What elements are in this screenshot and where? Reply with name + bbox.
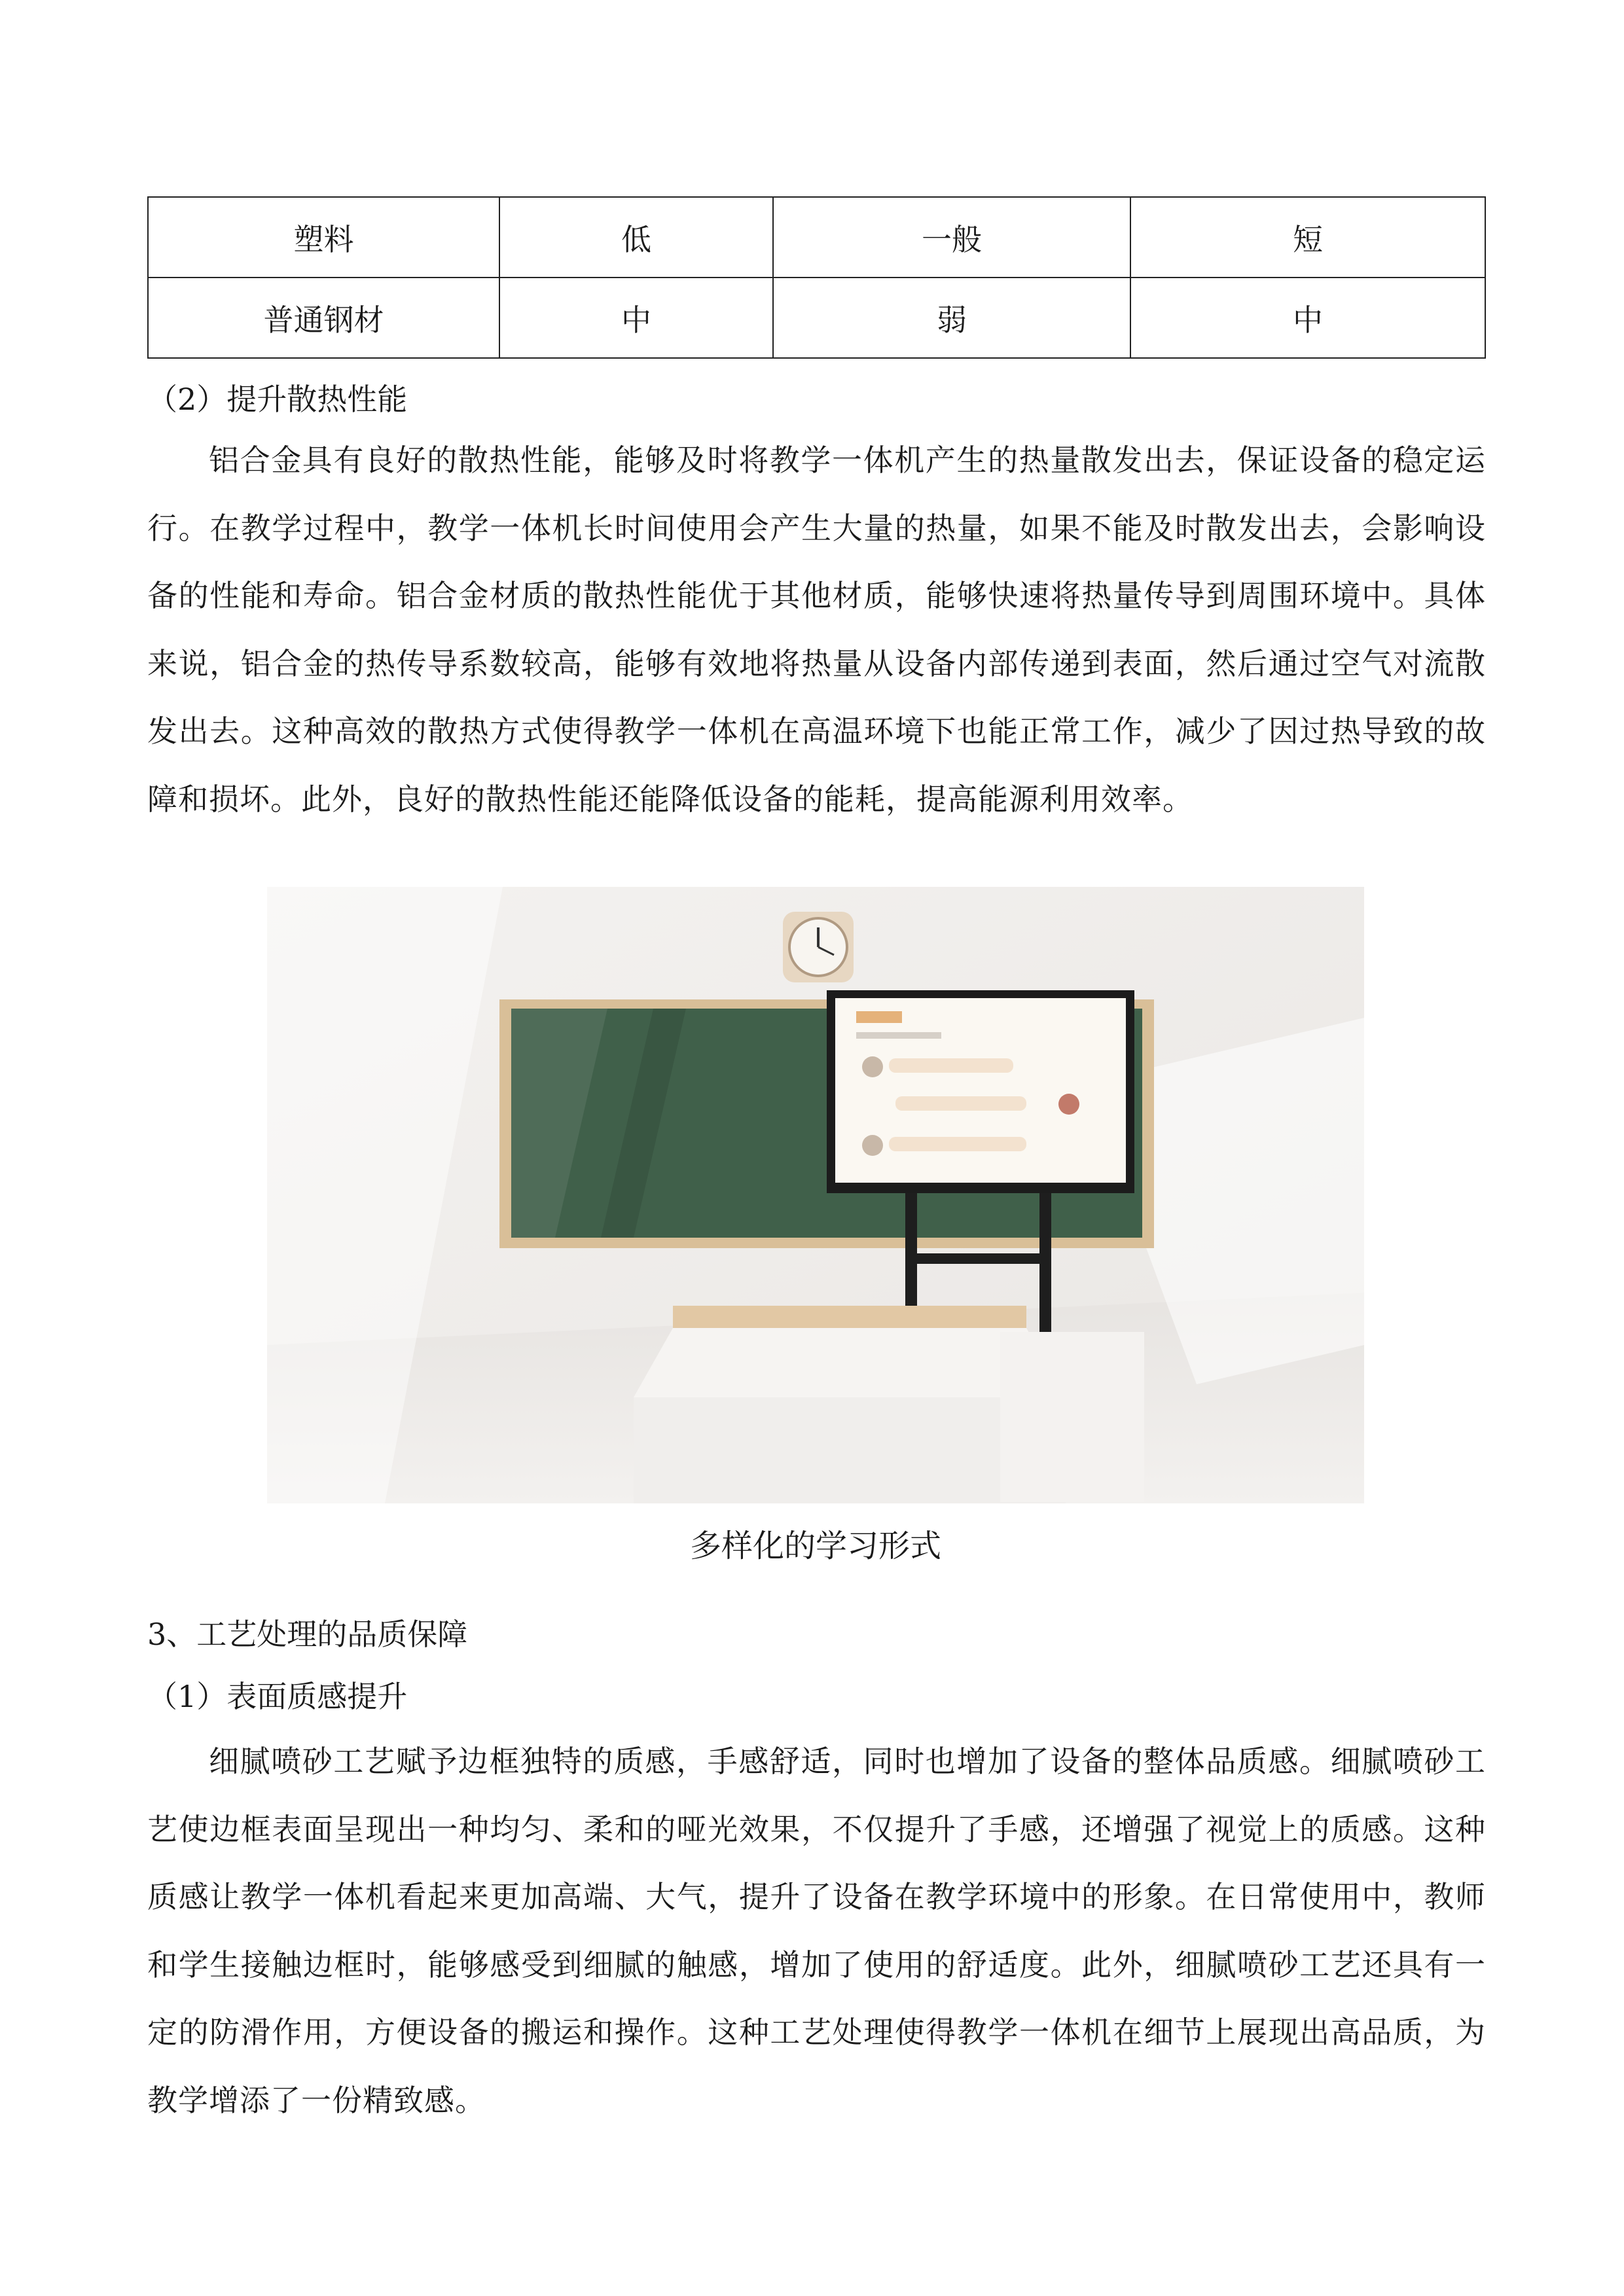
table-row bbox=[148, 278, 1485, 358]
classroom-illustration bbox=[267, 887, 1364, 1503]
table-cell-material: 普通钢材 bbox=[148, 278, 499, 358]
table-cell: 中 bbox=[499, 278, 773, 358]
table-cell: 中 bbox=[1130, 278, 1485, 358]
table-cell: 一般 bbox=[773, 197, 1130, 278]
table-row bbox=[148, 197, 1485, 278]
section-title-craft: 3、工艺处理的品质保障 bbox=[147, 1617, 468, 1652]
classroom-photo bbox=[267, 887, 1364, 1503]
figure-caption: 多样化的学习形式 bbox=[689, 1528, 941, 1564]
table-cell: 弱 bbox=[773, 278, 1130, 358]
section-heading-craft: （1）表面质感提升 bbox=[147, 1679, 408, 1714]
material-comparison-table bbox=[147, 196, 1486, 359]
table-cell: 低 bbox=[499, 197, 773, 278]
paragraph-craft: 细腻喷砂工艺赋予边框独特的质感，手感舒适，同时也增加了设备的整体品质感。细腻喷砂工艺使边框表面呈现出一种均匀、柔和的哑光效果，不仅提升了手感，还增强了视觉上的质感。这种质感让教学一体机看起来更加高端、大气，提升了设备在教学环境中的形象。在日常使用中，教师和学生接触边框时，能够感受到细腻的触感，增加了使用的舒适度。此外，细腻喷砂工艺还具有一定的防滑作用，方便设备的搬运和操作。这种工艺处理使得教学一体机在细节上展现出高品质，为教学增添了一份精致感。 bbox=[147, 1744, 1486, 2118]
clock-icon bbox=[783, 912, 854, 982]
table-cell-material: 塑料 bbox=[148, 197, 499, 278]
section-heading-heat: （2）提升散热性能 bbox=[147, 382, 408, 417]
table-cell: 短 bbox=[1130, 197, 1485, 278]
paragraph-heat: 铝合金具有良好的散热性能，能够及时将教学一体机产生的热量散发出去，保证设备的稳定运行。在教学过程中，教学一体机长时间使用会产生大量的热量，如果不能及时散发出去，会影响设备的性能和寿命。铝合金材质的散热性能优于其他材质，能够快速将热量传导到周围环境中。具体来说，铝合金的热传导系数较高，能够有效地将热量从设备内部传递到表面，然后通过空气对流散发出去。这种高效的散热方式使得教学一体机在高温环境下也能正常工作，减少了因过热导致的故障和损坏。此外，良好的散热性能还能降低设备的能耗，提高能源利用效率。 bbox=[147, 442, 1486, 817]
